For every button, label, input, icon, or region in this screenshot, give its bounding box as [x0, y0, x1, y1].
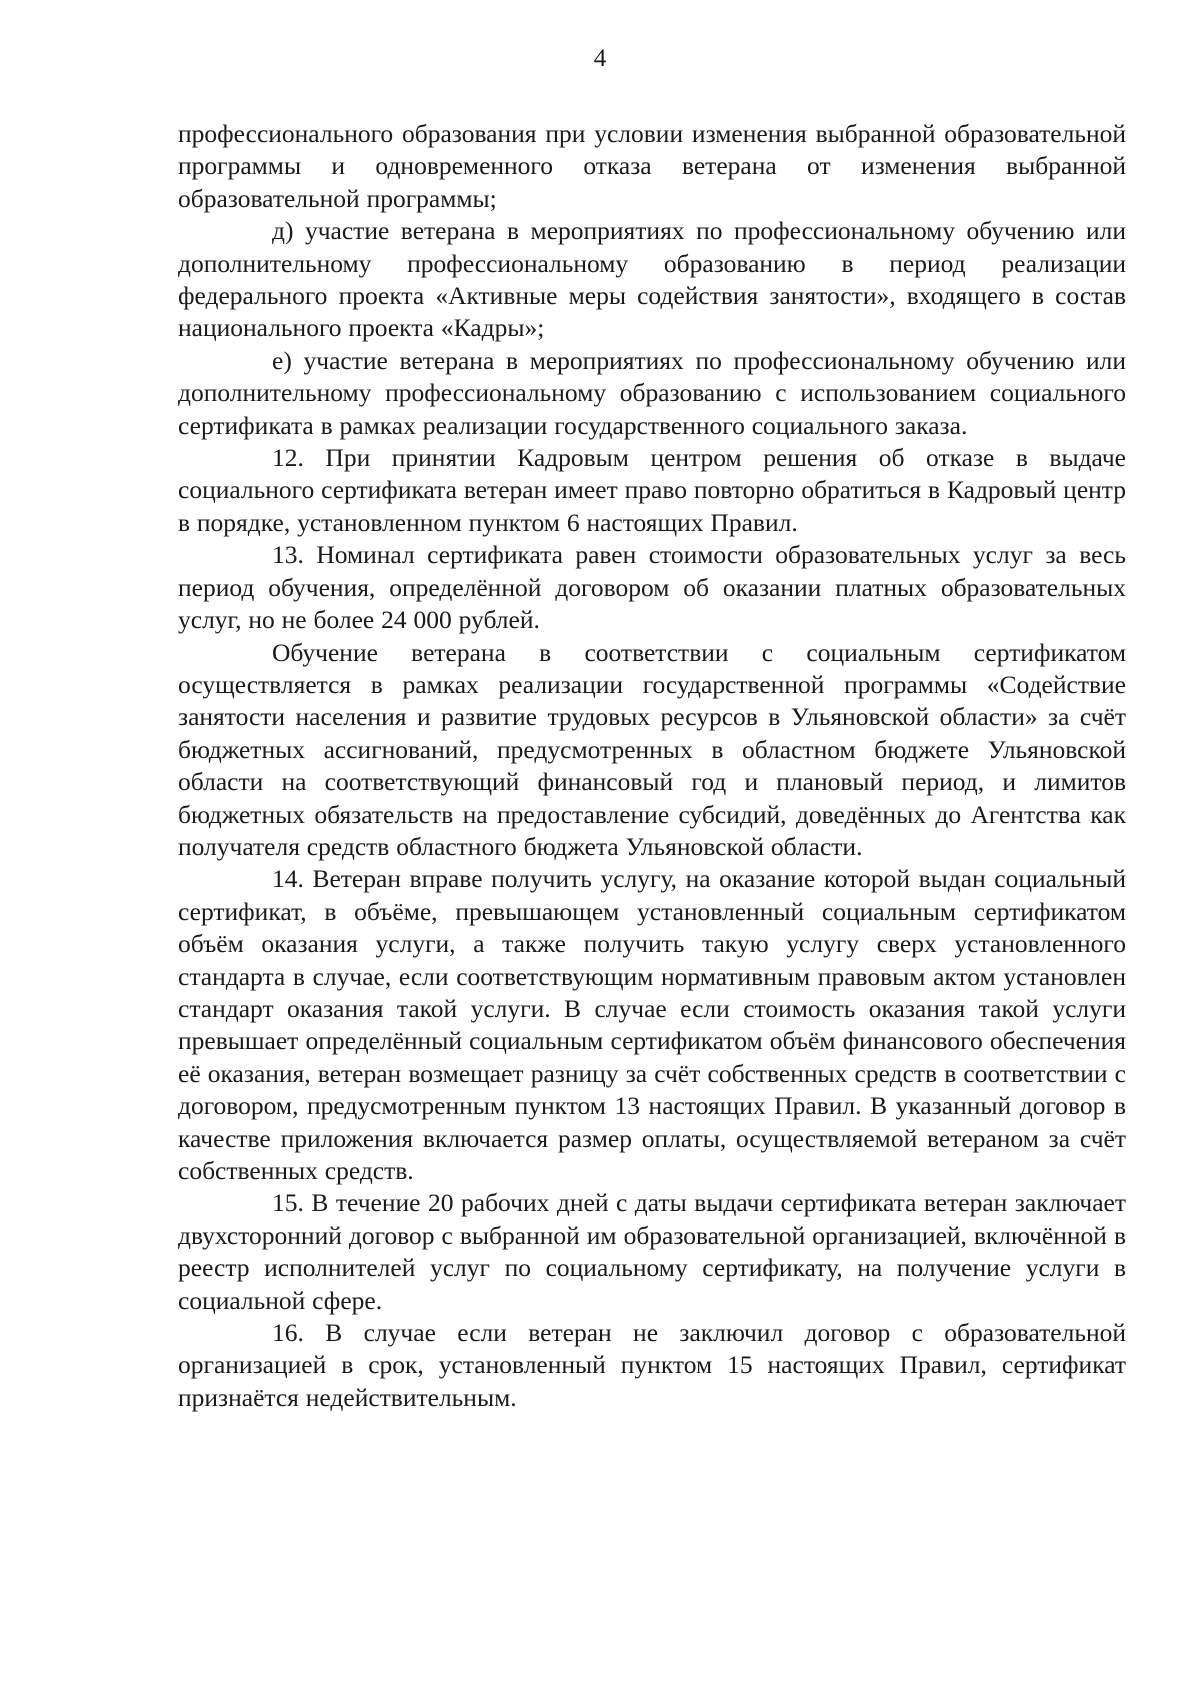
paragraph-clause-12: 12. При принятии Кадровым центром решения об отказе в выдаче социального сертификата ветеран имеет право повторно обратиться в Кадровый центр в порядке, установленном пунктом 6 настоящих Правил. — [178, 443, 1126, 537]
paragraph-clause-14: 14. Ветеран вправе получить услугу, на оказание которой выдан социальный сертификат, в объёме, превышающем установленный социальным сертификатом объём оказания услуги, а также получить такую услугу сверх установленного стандарта в случае, если соответствующим нормативным правовым актом установлен стандарт оказания такой услуги. В случае если стоимость оказания такой услуги превышает определённый социальным сертификатом объём финансового обеспечения её оказания, ветеран возмещает разницу за счёт собственных средств в соответствии с договором, предусмотренным пунктом 13 настоящих Правил. В указанный договор в качестве приложения включается размер оплаты, осуществляемой ветераном за счёт собственных средств. — [178, 864, 1126, 1185]
paragraph-clause-13: 13. Номинал сертификата равен стоимости образовательных услуг за весь период обучения, определённой договором об оказании платных образовательных услуг, но не более 24 000 рублей. — [178, 540, 1126, 635]
paragraph-clause-16: 16. В случае если ветеран не заключил договор с образовательной организацией в срок, установленный пунктом 15 настоящих Правил, сертификат признаётся недействительным. — [178, 1318, 1126, 1412]
paragraph-education-program-change: профессионального образования при условии изменения выбранной образовательной программы и одновременного отказа ветерана от изменения выбранной образовательной программы; — [178, 119, 1126, 213]
paragraph-training-funding: Обучение ветерана в соответствии с социальным сертификатом осуществляется в рамках реализации государственной программы «Содействие занятости населения и развитие трудовых ресурсов в Ульяновской области» за счёт бюджетных ассигнований, предусмотренных в областном бюджете Ульяновской области на соответствующий финансовый год и плановый период, и лимитов бюджетных обязательств на предоставление субсидий, доведённых до Агентства как получателя средств областного бюджета Ульяновской области. — [178, 637, 1126, 861]
paragraph-item-e: е) участие ветерана в мероприятиях по профессиональному обучению или дополнительному профессиональному образованию с использованием социального сертификата в рамках реализации государственного социального заказа. — [178, 345, 1126, 440]
document-body — [178, 118, 1126, 1414]
page-number: 4 — [593, 45, 607, 72]
paragraph-clause-15: 15. В течение 20 рабочих дней с даты выдачи сертификата ветеран заключает двухсторонний договор с выбранной им образовательной организацией, включённой в реестр исполнителей услуг по социальному сертификату, на получение услуги в социальной сфере. — [178, 1188, 1126, 1315]
paragraph-item-d: д) участие ветерана в мероприятиях по профессиональному обучению или дополнительному профессиональному образованию в период реализации федерального проекта «Активные меры содействия занятости», входящего в состав национального проекта «Кадры»; — [178, 216, 1126, 343]
